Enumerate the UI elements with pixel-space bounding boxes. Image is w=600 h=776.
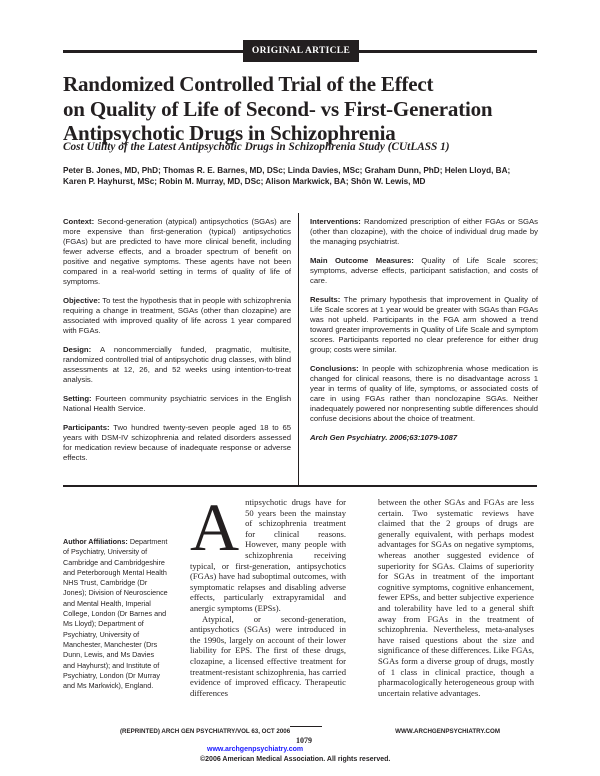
abstract-citation: Arch Gen Psychiatry. 2006;63:1079-1087 [310,433,458,442]
authors-line: Peter B. Jones, MD, PhD; Thomas R. E. Barnes, MD, DSc; Linda Davies, MSc; Graham Dunn, PhD; Helen Lloyd, BA; [63,166,511,175]
authors-line: Karen P. Hayhurst, MSc; Robin M. Murray, MD, DSc; Alison Markwick, BA; Shôn W. Lewis, MD [63,176,426,186]
body-paragraph: between the other SGAs and FGAs are less certain. Two systematic reviews have claimed that the 2 groups of drugs are generally equivalent, with perhaps modest advantages for SGAs on negative symptoms, whereas another suggested evidence of superiority for SGAs. Claims of superiority for SGAs in treatment of the important cognitive symptoms, cognitive enhancement, fewer EPSs, and better subjective experience and tolerability have led to a general shift away from FGAs in the treatment of schizophrenia. Nevertheless, meta-analyses have raised questions about the size and significance of these differences. Like FGAs, SGAs form a diverse group of drugs, mostly of 1 class in clinical practice, though a pharmacologically heterogeneous group with uncertain relative advantages. [378,497,534,698]
author-affiliations: Author Affiliations: Department of Psychiatry, University of Cambridge and Cambridgeshire and Peterborough Mental Health NHS Trust, Cambridge (Dr Jones); Division of Neuroscience and Mental Health, Imperial College, London (Dr Barnes and Ms Lloyd); Department of Psychiatry, University of Manchester, Manchester (Drs Dunn, Lewis, and Ms Davies and Hayhurst); and Institute of Psychiatry, London (Dr Murray and Ms Markwick), England. [63,537,168,691]
author-list [63,166,543,187]
abstract-design: Design: A noncommercially funded, pragmatic, multisite, randomized controlled trial of antipsychotic drug classes, with blind assessments at 12, 26, and 52 weeks using intention-to-treat analysis. [63,345,291,384]
abstract-objective: Objective: To test the hypothesis that in people with schizophrenia requiring a change in treatment, SGAs (other than clozapine) are associated with improved quality of life across 1 year compared with FGAs. [63,296,291,335]
section-label: ORIGINAL ARTICLE [243,40,359,62]
body-paragraph: ntipsychotic drugs have for 50 years been the mainstay of schizophrenia treatment for clinical reasons. However, many people with schizophrenia receiving typical, or first-generation, antipsychotics (FGAs) have had suboptimal outcomes, with symptomatic relapses and disabling adverse effects, particularly extrapyramidal and anergic symptoms (EPSs). [190,497,346,613]
abstract-context: Context: Second-generation (atypical) antipsychotics (SGAs) are more expensive than first-generation (typical) antipsychotics (FGAs) but are predicted to have more clinical benefit, including fewer adverse effects, and a broader spectrum of benefit on positive and negative symptoms. These agents have not been compared in a real-world setting in terms of quality of life of symptoms. [63,217,291,286]
abstract-bottom-rule [63,485,537,487]
abstract-conclusions: Conclusions: In people with schizophrenia whose medication is changed for clinical reasons, there is no disadvantage across 1 year in terms of quality of life, symptoms, or associated costs of care in using FGAs rather than nonclozapine SGAs. Neither inadequately powered nor nonpresenting subtle differences should confuse decisions about the choice of treatment. [310,364,538,423]
body-middle-column [190,489,346,698]
abstract-interventions: Interventions: Randomized prescription of either FGAs or SGAs (other than clozapine), with the choice of individual drug made by the managing psychiatrist. [310,217,538,246]
abstract-participants: Participants: Two hundred twenty-seven people aged 18 to 65 years with DSM-IV schizophrenia and related disorders assessed for medication review because of inadequate response or adverse effects. [63,423,291,462]
body-right-column [378,497,534,698]
journal-website-link[interactable]: www.archgenpsychiatry.com [207,746,304,753]
copyright-notice: ©2006 American Medical Association. All rights reserved. [200,756,391,763]
abstract-column-divider [298,213,299,486]
footer-journal-info: (REPRINTED) ARCH GEN PSYCHIATRY/VOL 63, OCT 2006 [120,728,291,735]
article-subtitle: Cost Utility of the Latest Antipsychotic Drugs in Schizophrenia Study (CUtLASS 1) [63,141,450,153]
title-line: Antipsychotic Drugs in Schizophrenia [63,121,396,145]
footer-running-line [120,728,500,735]
abstract-setting: Setting: Fourteen community psychiatric services in the English National Health Service. [63,394,291,413]
abstract-left-column [63,217,291,472]
article-title [63,72,543,146]
abstract-outcome-measures: Main Outcome Measures: Quality of Life Scale scores; symptoms, adverse effects, participant satisfaction, and costs of care. [310,256,538,285]
body-paragraph: Atypical, or second-generation, antipsychotics (SGAs) were introduced in the 1990s, largely on account of their lower liability for EPS. The first of these drugs, clozapine, a licensed effective treatment for treatment-resistant schizophrenia, has carried evidence of improved efficacy. Therapeutic differences [190,613,346,698]
abstract-results: Results: The primary hypothesis that improvement in Quality of Life Scale scores at 1 year would be greater with SGAs than FGAs was not upheld. Participants in the FGA arm showed a trend toward greater improvements in Quality of Life Scale and symptom scores. Participants reported no clear preference for either drug group; costs were similar. [310,295,538,354]
footer-rule [290,726,322,727]
footer-website: WWW.ARCHGENPSYCHIATRY.COM [395,728,500,735]
title-line: Randomized Controlled Trial of the Effect [63,72,434,96]
abstract-right-column [310,217,538,452]
title-line: on Quality of Life of Second- vs First-Generation [63,96,493,121]
page-number: 1079 [296,736,312,745]
drop-cap: A [190,489,240,565]
